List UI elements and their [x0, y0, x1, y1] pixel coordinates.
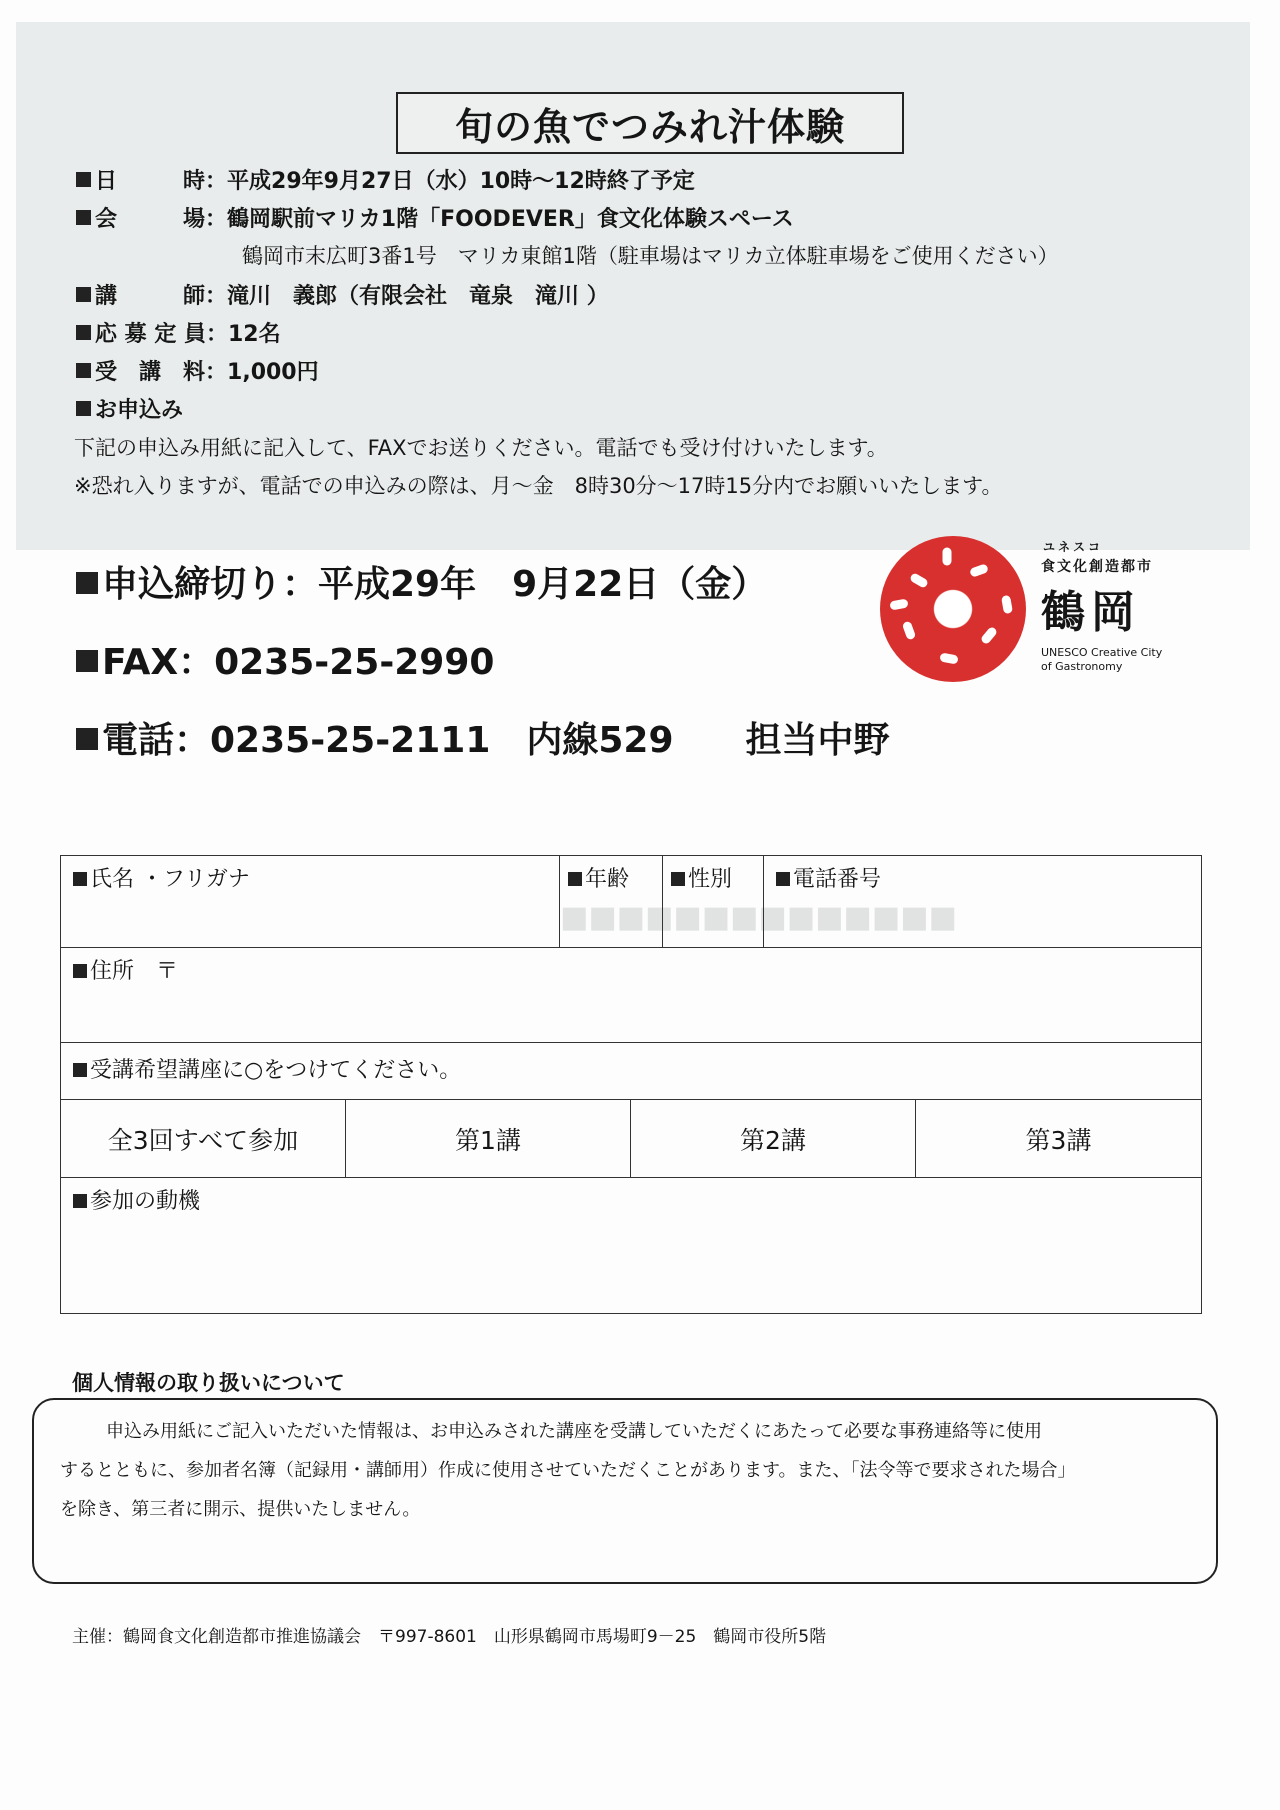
bullet-square-icon — [76, 210, 91, 225]
motivation-field[interactable]: 参加の動機 — [61, 1178, 1201, 1313]
bullet-square-icon — [671, 872, 685, 886]
course-option-3[interactable]: 第3講 — [916, 1100, 1201, 1178]
gastronomy-logo-icon — [880, 536, 1026, 682]
phone-field[interactable]: 電話番号 — [764, 856, 1201, 948]
venue-row: 会 場：鶴岡駅前マリカ1階「FOODEVER」食文化体験スペース — [76, 202, 794, 233]
deadline: 申込締切り：平成29年 9月22日（金） — [76, 556, 767, 607]
bullet-square-icon — [76, 401, 91, 416]
course-instruction: 受講希望講座に○をつけてください。 — [61, 1043, 1201, 1100]
logo-kana: ユネスコ — [1043, 540, 1104, 554]
name-field[interactable]: 氏名 ・フリガナ — [61, 856, 560, 948]
address-field[interactable]: 住所 〒 — [61, 948, 1201, 1043]
date-row: 日 時：平成29年9月27日（水）10時～12時終了予定 — [76, 164, 695, 195]
fee-value: 1,000円 — [227, 360, 319, 385]
privacy-line: を除き、第三者に開示、提供いたしません。 — [60, 1499, 421, 1520]
bullet-square-icon — [776, 872, 790, 886]
privacy-notice — [32, 1398, 1218, 1584]
bullet-square-icon — [73, 1063, 87, 1077]
bullet-square-icon — [76, 650, 98, 672]
organizer-footer: 主催：鶴岡食文化創造都市推進協議会 〒997-8601 山形県鶴岡市馬場町9－25 鶴岡市役所5階 — [72, 1627, 827, 1647]
logo-subtitle: 食文化創造都市 — [1041, 559, 1153, 575]
course-option-1[interactable]: 第1講 — [346, 1100, 631, 1178]
course-option-all[interactable]: 全3回すべて参加 — [61, 1100, 346, 1178]
fee-row: 受 講 料：1,000円 — [76, 355, 319, 386]
lecturer-value: 滝川 義郎（有限会社 竜泉 滝川 ） — [227, 284, 609, 309]
lecturer-row: 講 師：滝川 義郎（有限会社 竜泉 滝川 ） — [76, 279, 609, 310]
privacy-line: 申込み用紙にご記入いただいた情報は、お申込みされた講座を受講していただくにあたって必要な事務連絡等に使用 — [106, 1421, 1042, 1442]
venue-value: 鶴岡駅前マリカ1階「FOODEVER」食文化体験スペース — [227, 207, 794, 232]
bullet-square-icon — [76, 325, 91, 340]
gender-field[interactable]: 性別 — [663, 856, 764, 948]
privacy-line: するとともに、参加者名簿（記録用・講師用）作成に使用させていただくことがあります。また、「法令等で要求された場合」 — [60, 1460, 1076, 1481]
venue-address: 鶴岡市末広町3番1号 マリカ東館1階（駐車場はマリカ立体駐車場をご使用ください） — [242, 244, 1059, 268]
date-value: 平成29年9月27日（水）10時～12時終了予定 — [227, 169, 695, 194]
course-option-2[interactable]: 第2講 — [631, 1100, 916, 1178]
bullet-square-icon — [76, 172, 91, 187]
logo-english: UNESCO Creative City of Gastronomy — [1041, 646, 1163, 673]
bullet-square-icon — [73, 872, 87, 886]
privacy-heading: 個人情報の取り扱いについて — [72, 1371, 345, 1395]
bullet-square-icon — [76, 287, 91, 302]
page-title: 旬の魚でつみれ汁体験 — [396, 92, 904, 154]
bullet-square-icon — [73, 964, 87, 978]
bullet-square-icon — [73, 1194, 87, 1208]
capacity-row: 応 募 定 員：12名 — [76, 317, 281, 348]
bullet-square-icon — [76, 728, 98, 750]
bullet-square-icon — [76, 363, 91, 378]
age-field[interactable]: 年齢 — [560, 856, 663, 948]
fax-number: FAX：0235-25-2990 — [76, 634, 494, 685]
bullet-square-icon — [568, 872, 582, 886]
apply-row: お申込み — [76, 393, 183, 424]
capacity-value: 12名 — [228, 322, 281, 347]
phone-hours-note: ※恐れ入りますが、電話での申込みの際は、月～金 8時30分～17時15分内でお願いいたします。 — [74, 474, 1003, 498]
bullet-square-icon — [76, 572, 98, 594]
logo-city-name: 鶴岡 — [1041, 587, 1141, 638]
apply-instructions: 下記の申込み用紙に記入して、FAXでお送りください。電話でも受け付けいたします。 — [74, 436, 888, 460]
show-through-decoration: ■■■■■■■■■■■■■■ — [560, 900, 957, 935]
application-form — [60, 855, 1202, 1314]
phone-number: 電話：0235-25-2111 内線529 担当中野 — [76, 712, 890, 763]
